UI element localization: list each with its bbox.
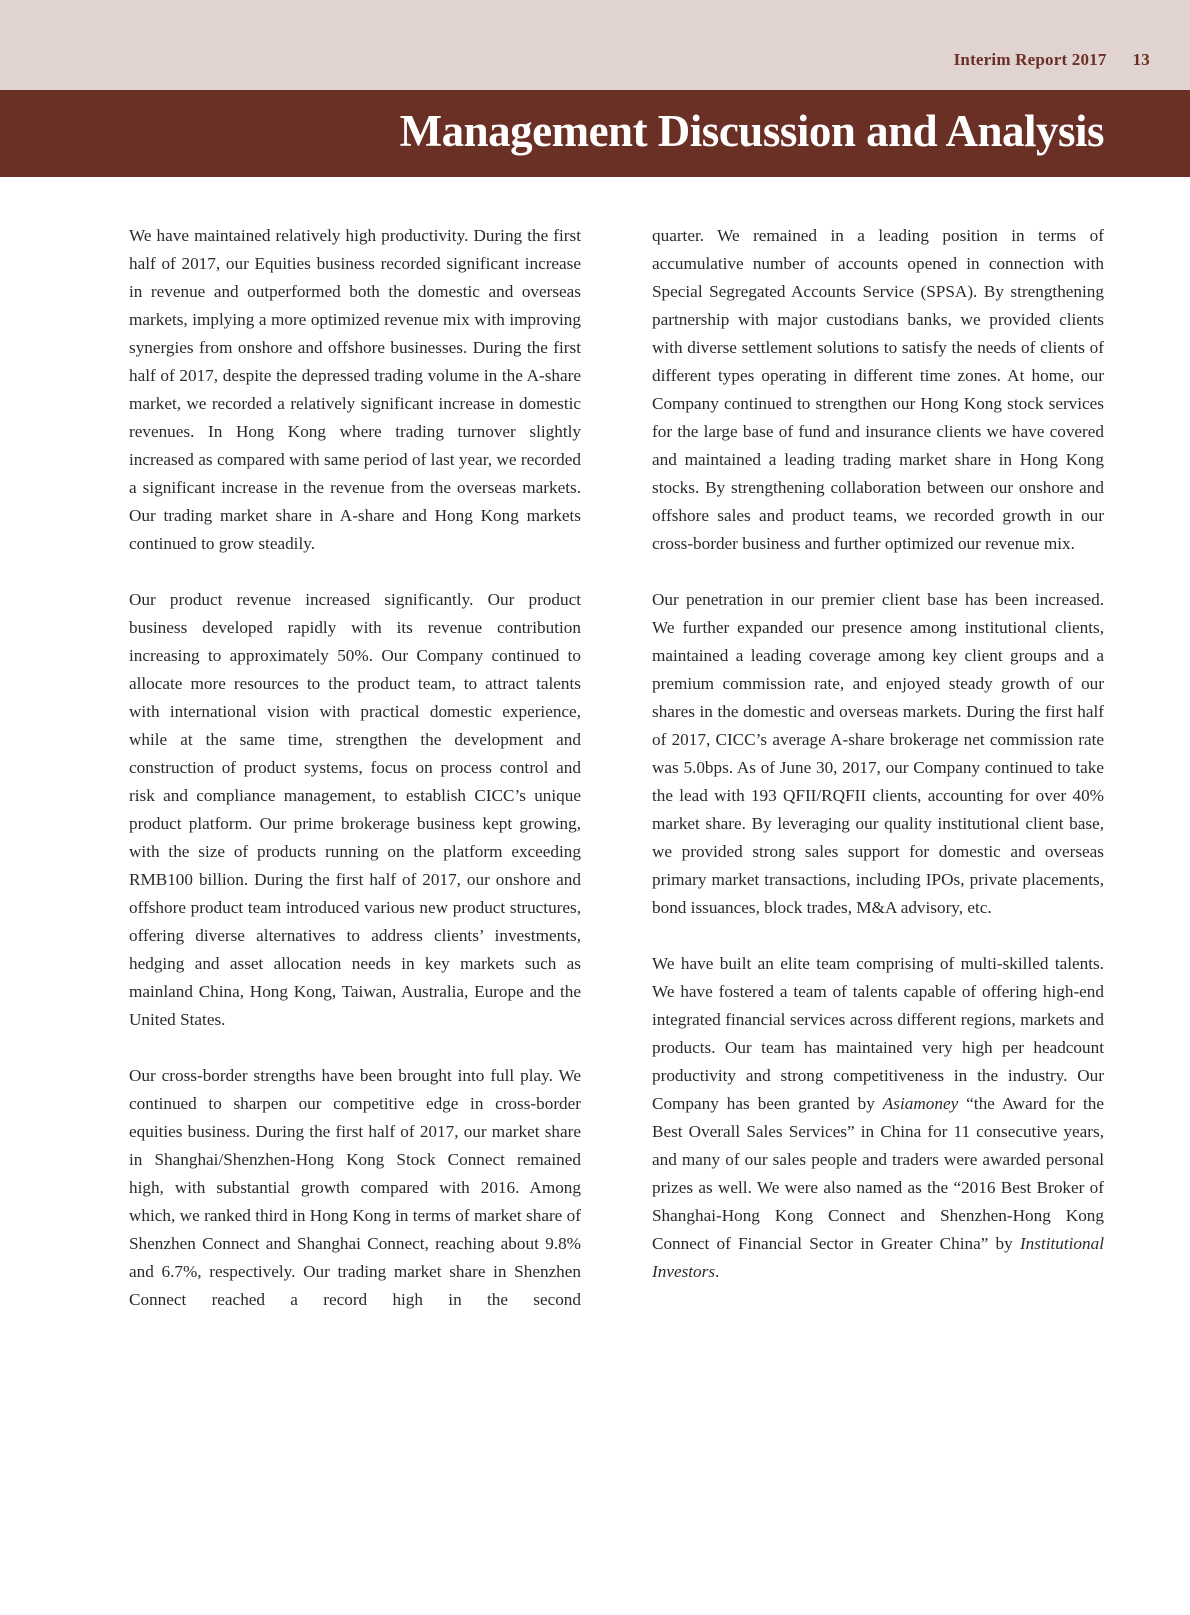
page-title: Management Discussion and Analysis <box>399 106 1104 156</box>
publication-name-asiamoney: Asiamoney <box>882 1094 959 1113</box>
header-band <box>0 0 1190 90</box>
running-header <box>0 50 1190 70</box>
paragraph-cross-border-continued: quarter. We remained in a leading position in terms of accumulative number of accounts opened in connection with Special Segregated Accounts Service (SPSA). By strengthening partnership with major custodians banks, we provided clients with diverse settlement solutions to satisfy the needs of clients of different types operating in different time zones. At home, our Company continued to strengthen our Hong Kong stock services for the large base of fund and insurance clients we have covered and maintained a leading trading market share in Hong Kong stocks. By strengthening collaboration between our onshore and offshore sales and product teams, we recorded growth in our cross-border business and further optimized our revenue mix. <box>652 226 1104 553</box>
left-column <box>129 222 581 1342</box>
text-segment: We have built an elite team comprising of multi-skilled talents. We have fostered a team of talents capable of offering high-end integrated financial services across different regions, markets and products. Our team has maintained very high per headcount productivity and strong competitiveness in the industry. Our Company has been granted by <box>652 954 1104 1113</box>
paragraph-client-penetration: Our penetration in our premier client base has been increased. We further expanded our presence among institutional clients, maintained a leading coverage among key client groups and a premium commission rate, and enjoyed steady growth of our shares in the domestic and overseas markets. During the first half of 2017, CICC’s average A-share brokerage net commission rate was 5.0bps. As of June 30, 2017, our Company continued to take the lead with 193 QFII/RQFII clients, accounting for over 40% market share. By leveraging our quality institutional client base, we provided strong sales support for domestic and overseas primary market transactions, including IPOs, private placements, bond issuances, block trades, M&A advisory, etc. <box>652 590 1104 917</box>
paragraph-product-revenue: Our product revenue increased significantly. Our product business developed rapidly with its revenue contribution increasing to approximately 50%. Our Company continued to allocate more resources to the product team, to attract talents with international vision with practical domestic experience, while at the same time, strengthen the development and construction of product systems, focus on process control and risk and compliance management, to establish CICC’s unique product platform. Our prime brokerage business kept growing, with the size of products running on the platform exceeding RMB100 billion. During the first half of 2017, our onshore and offshore product team introduced various new product structures, offering diverse alternatives to address clients’ investments, hedging and asset allocation needs in key markets such as mainland China, Hong Kong, Taiwan, Australia, Europe and the United States. <box>129 590 581 1029</box>
report-title: Interim Report 2017 <box>953 50 1107 69</box>
paragraph-productivity: We have maintained relatively high productivity. During the first half of 2017, our Equities business recorded significant increase in revenue and outperformed both the domestic and overseas markets, implying a more optimized revenue mix with improving synergies from onshore and offshore businesses. During the first half of 2017, despite the depressed trading volume in the A-share market, we recorded a relatively significant increase in domestic revenues. In Hong Kong where trading turnover slightly increased as compared with same period of last year, we recorded a significant increase in the revenue from the overseas markets. Our trading market share in A-share and Hong Kong markets continued to grow steadily. <box>129 226 581 553</box>
page-number: 13 <box>1132 50 1150 69</box>
text-segment: “the Award for the Best Overall Sales Services” in China for 11 consecutive years, and many of our sales people and traders were awarded personal prizes as well. We were also named as the “2016 Best Broker of Shanghai-Hong Kong Connect and Shenzhen-Hong Kong Connect of Financial Sector in Greater China” by <box>652 1094 1104 1253</box>
paragraph-elite-team <box>652 950 1104 1286</box>
publication-name-institutional-investors: Institutional Investors <box>652 1234 1104 1281</box>
right-column <box>652 222 1104 1314</box>
text-segment: . <box>715 1262 720 1281</box>
paragraph-cross-border: Our cross-border strengths have been brought into full play. We continued to sharpen our competitive edge in cross-border equities business. During the first half of 2017, our market share in Shanghai/Shenzhen-Hong Kong Stock Connect remained high, with substantial growth compared with 2016. Among which, we ranked third in Hong Kong in terms of market share of Shenzhen Connect and Shanghai Connect, reaching about 9.8% and 6.7%, respectively. Our trading market share in Shenzhen Connect reached a record high in the second <box>129 1066 581 1309</box>
